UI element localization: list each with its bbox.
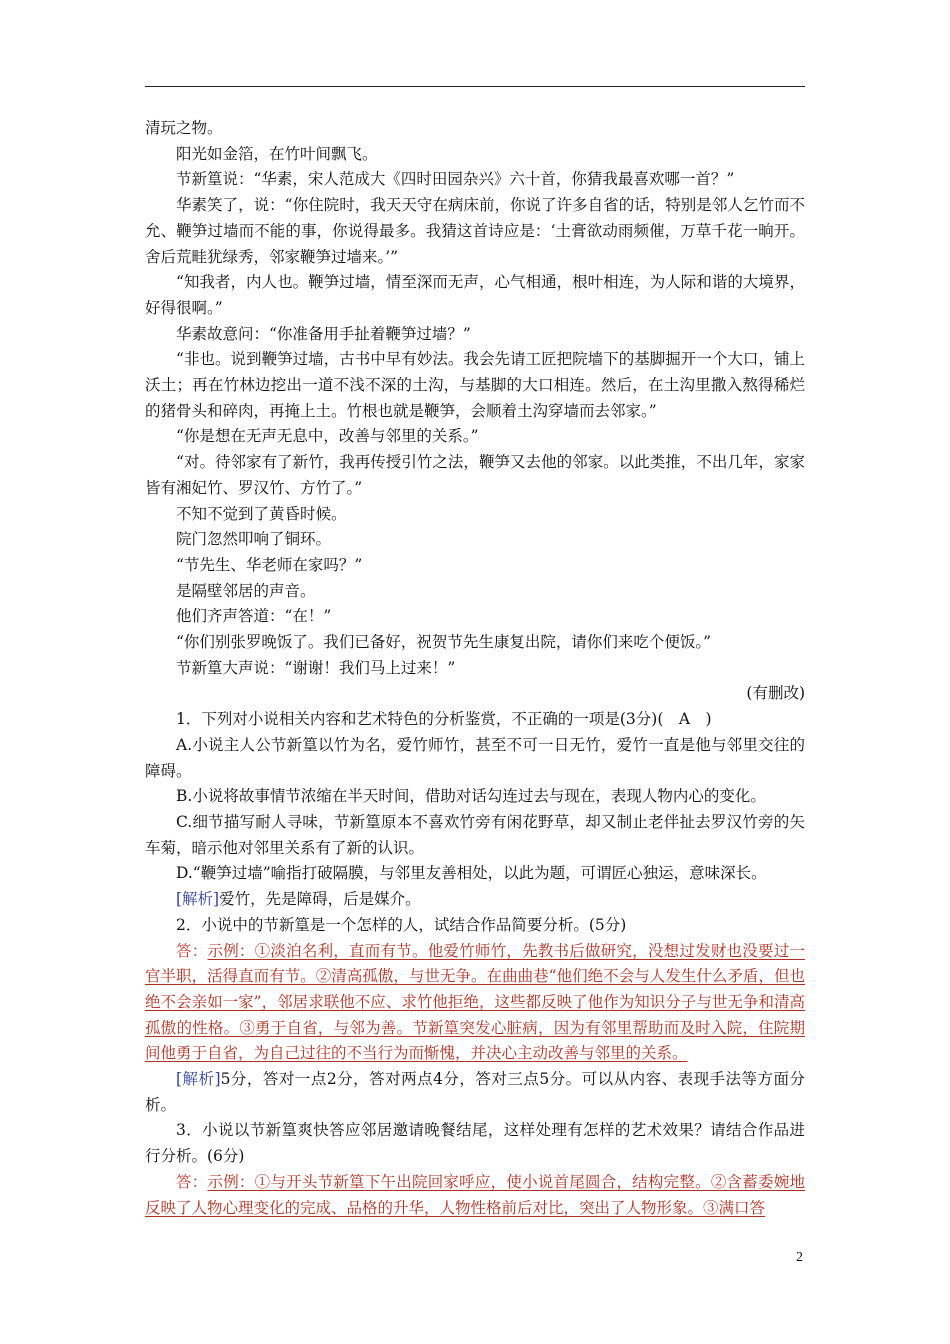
paragraph: “节先生、华老师在家吗？” — [176, 555, 363, 574]
page-number: 2 — [796, 1250, 803, 1265]
question-1-stem: 1．下列对小说相关内容和艺术特色的分析鉴赏，不正确的一项是(3分)( A ) — [176, 710, 712, 729]
paragraph: 华素故意问：“你准备用手扯着鞭笋过墙？” — [176, 324, 471, 343]
paragraph: 阳光如金箔，在竹叶间飘飞。 — [176, 144, 378, 163]
paragraph: 节新篁大声说：“谢谢！我们马上过来！” — [176, 658, 456, 677]
document-body — [145, 116, 805, 1221]
answer-label: 答： — [176, 941, 208, 960]
source-note: (有删改) — [746, 684, 805, 703]
analysis-text: 爱竹，先是障碍，后是媒介。 — [219, 890, 421, 909]
paragraph: “对。待邻家有了新竹，我再传授引竹之法，鞭笋又去他的邻家。以此类推，不出几年，家家皆有湘妃竹、罗汉竹、方竹了。” — [145, 453, 805, 497]
question-2-stem: 2．小说中的节新篁是一个怎样的人，试结合作品简要分析。(5分) — [176, 915, 627, 934]
answer-text: 示例：①与开头节新篁下午出院回家呼应，使小说首尾圆合，结构完整。②含蓄委婉地反映了人物心理变化的完成、品格的升华，人物性格前后对比，突出了人物形象。③满口答 — [145, 1172, 805, 1217]
question-1-option-a: A.小说主人公节新篁以竹为名，爱竹师竹，甚至不可一日无竹，爱竹一直是他与邻里交往的障碍。 — [145, 735, 805, 780]
question-2-answer — [145, 939, 805, 1068]
paragraph: “你是想在无声无息中，改善与邻里的关系。” — [176, 427, 479, 446]
question-1-option-c: C.细节描写耐人寻味，节新篁原本不喜欢竹旁有闲花野草，却又制止老伴扯去罗汉竹旁的矢车菊，暗示他对邻里关系有了新的认识。 — [145, 812, 805, 857]
paragraph: “知我者，内人也。鞭笋过墙，情至深而无声，心气相通，根叶相连，为人际和谐的大境界，好得很啊。” — [145, 273, 805, 317]
paragraph: 是隔壁邻居的声音。 — [176, 581, 316, 600]
paragraph: “你们别张罗晚饭了。我们已备好，祝贺节先生康复出院，请你们来吃个便饭。” — [176, 633, 712, 652]
paragraph: 他们齐声答道：“在！” — [176, 607, 332, 626]
paragraph: 华素笑了，说：“你住院时，我天天守在病床前，你说了许多自省的话，特别是邻人乞竹而不允、鞭笋过墙而不能的事，你说得最多。我猜这首诗应是：‘土膏欲动雨频催，万草千花一晌开。舍后荒畦犹绿秀，邻家鞭笋过墙来。’” — [145, 196, 805, 266]
answer-text: 示例：①淡泊名利，直而有节。他爱竹师竹，先教书后做研究，没想过发财也没要过一官半职，活得直而有节。②清高孤傲，与世无争。在曲曲巷“他们绝不会与人发生什么矛盾，但也绝不会亲如一家”，邻居求联他不应、求竹他拒绝，这些都反映了他作为知识分子与世无争和清高孤傲的性格。③勇于自省，与邻为善。节新篁突发心脏病，因为有邻里帮助而及时入院，住院期间他勇于自省，为自己过往的不当行为而惭愧，并决心主动改善与邻里的关系。 — [145, 941, 805, 1063]
paragraph: 院门忽然叩响了铜环。 — [176, 530, 332, 549]
question-1-option-d: D.“鞭笋过墙”喻指打破隔膜，与邻里友善相处，以此为题，可谓匠心独运，意味深长。 — [176, 864, 767, 883]
paragraph: 清玩之物。 — [145, 119, 223, 137]
question-3-stem: 3．小说以节新篁爽快答应邻居邀请晚餐结尾，这样处理有怎样的艺术效果？请结合作品进行分析。(6分) — [145, 1121, 805, 1166]
analysis-tag: [解析] — [176, 1070, 221, 1089]
analysis-tag: [解析] — [176, 890, 220, 909]
paragraph: “非也。说到鞭笋过墙，古书中早有妙法。我会先请工匠把院墙下的基脚掘开一个大口，铺上沃土；再在竹林边挖出一道不浅不深的土沟，与基脚的大口相连。然后，在土沟里撒入熬得稀烂的猪骨头和碎肉，再掩上土。竹根也就是鞭笋，会顺着土沟穿墙而去邻家。” — [145, 350, 805, 420]
paragraph: 节新篁说：“华素，宋人范成大《四时田园杂兴》六十首，你猜我最喜欢哪一首？” — [176, 170, 735, 189]
question-1-analysis — [145, 887, 805, 913]
question-2-analysis — [145, 1067, 805, 1118]
answer-label: 答： — [176, 1172, 208, 1191]
question-3-answer — [145, 1170, 805, 1221]
analysis-text: 5分，答对一点2分，答对两点4分，答对三点5分。可以从内容、表现手法等方面分析。 — [145, 1070, 805, 1114]
paragraph: 不知不觉到了黄昏时候。 — [176, 504, 347, 523]
question-1-option-b: B.小说将故事情节浓缩在半天时间，借助对话勾连过去与现在，表现人物内心的变化。 — [176, 787, 766, 806]
header-rule — [145, 86, 805, 87]
